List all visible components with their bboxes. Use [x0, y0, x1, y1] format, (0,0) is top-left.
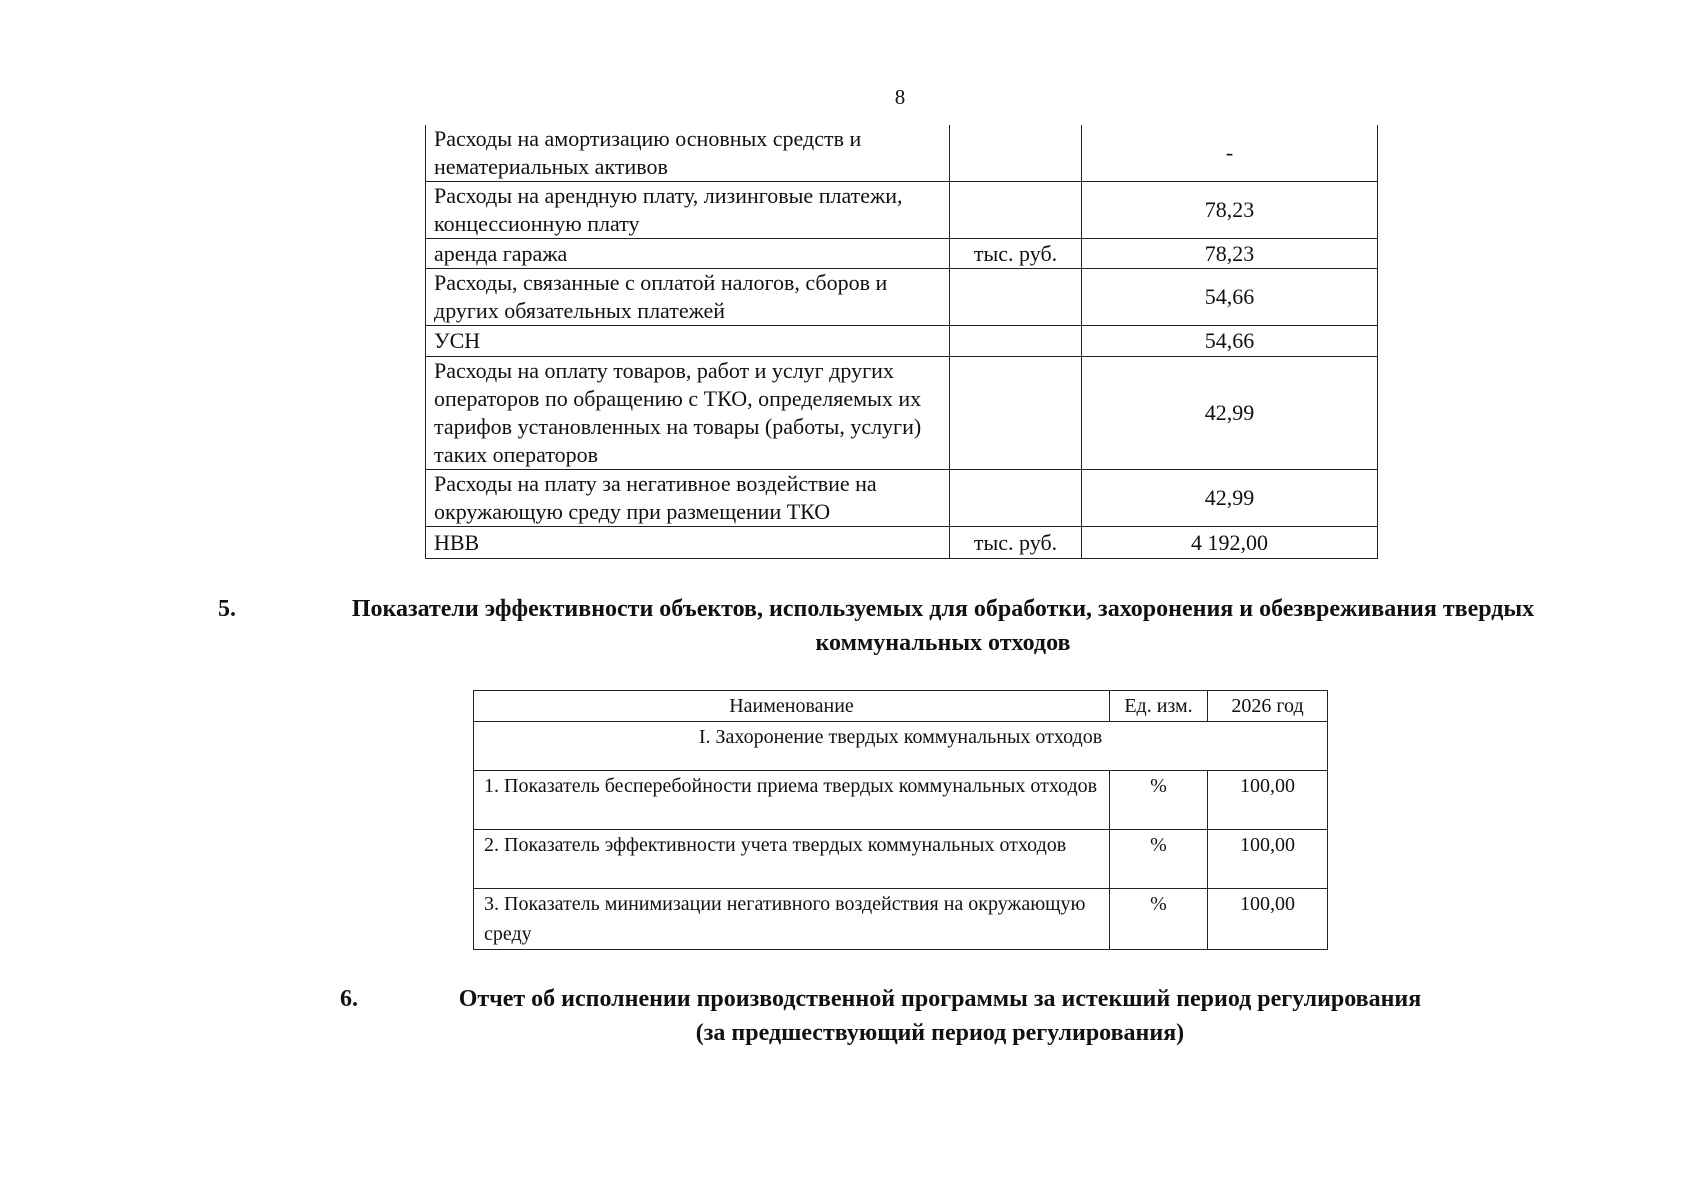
- section-5-heading: [218, 592, 1598, 660]
- indicator-name: 3. Показатель минимизации негативного воздействия на окружающую среду: [474, 889, 1110, 950]
- cost-unit: [950, 269, 1082, 326]
- cost-unit: [950, 326, 1082, 357]
- indicator-unit: %: [1110, 771, 1208, 830]
- section-number: 5.: [218, 596, 236, 622]
- cost-value: 54,66: [1082, 326, 1378, 357]
- section-number: 6.: [340, 986, 358, 1012]
- cost-name: Расходы, связанные с оплатой налогов, сборов и других обязательных платежей: [426, 269, 950, 326]
- cost-unit: тыс. руб.: [950, 527, 1082, 559]
- cost-value: 42,99: [1082, 357, 1378, 470]
- column-header-unit: Ед. изм.: [1110, 691, 1208, 722]
- indicator-value: 100,00: [1208, 830, 1328, 889]
- table-row: [426, 182, 1378, 239]
- column-header-year: 2026 год: [1208, 691, 1328, 722]
- section-6-heading: [340, 982, 1470, 1050]
- table-row: [426, 470, 1378, 527]
- table-row: [426, 239, 1378, 269]
- table-row: [426, 326, 1378, 357]
- table-row: [426, 357, 1378, 470]
- indicator-name: 1. Показатель бесперебойности приема твердых коммунальных отходов: [474, 771, 1110, 830]
- page-number: 8: [894, 85, 906, 109]
- group-title: I. Захоронение твердых коммунальных отходов: [474, 722, 1328, 771]
- cost-value: 78,23: [1082, 239, 1378, 269]
- section-title-line-2: (за предшествующий период регулирования): [695, 1020, 1185, 1046]
- indicator-table: [473, 690, 1328, 950]
- column-header-name: Наименование: [474, 691, 1110, 722]
- cost-unit: [950, 125, 1082, 182]
- cost-value: 78,23: [1082, 182, 1378, 239]
- indicator-unit: %: [1110, 830, 1208, 889]
- cost-name: УСН: [426, 326, 950, 357]
- section-title: Показатели эффективности объектов, используемых для обработки, захоронения и обезвреживания твердых коммунальных отходов: [351, 596, 1535, 656]
- cost-unit: [950, 182, 1082, 239]
- table-row: [474, 830, 1328, 889]
- cost-table: [425, 125, 1378, 559]
- cost-name: Расходы на оплату товаров, работ и услуг других операторов по обращению с ТКО, определяемых их тарифов установленных на товары (работы, услуги) таких операторов: [426, 357, 950, 470]
- table-row: [426, 125, 1378, 182]
- cost-unit: [950, 470, 1082, 527]
- table-group-row: [474, 722, 1328, 771]
- indicator-value: 100,00: [1208, 889, 1328, 950]
- cost-name: Расходы на плату за негативное воздействие на окружающую среду при размещении ТКО: [426, 470, 950, 527]
- section-title-line-1: Отчет об исполнении производственной программы за истекший период регулирования: [458, 986, 1422, 1012]
- table-row: [426, 269, 1378, 326]
- cost-name: Расходы на амортизацию основных средств и нематериальных активов: [426, 125, 950, 182]
- cost-name: аренда гаража: [426, 239, 950, 269]
- indicator-name: 2. Показатель эффективности учета твердых коммунальных отходов: [474, 830, 1110, 889]
- cost-value: 54,66: [1082, 269, 1378, 326]
- table-row: [474, 889, 1328, 950]
- indicator-value: 100,00: [1208, 771, 1328, 830]
- cost-value: 42,99: [1082, 470, 1378, 527]
- cost-name: Расходы на арендную плату, лизинговые платежи, концессионную плату: [426, 182, 950, 239]
- cost-unit: [950, 357, 1082, 470]
- cost-value: -: [1082, 125, 1378, 182]
- indicator-unit: %: [1110, 889, 1208, 950]
- table-row: [474, 771, 1328, 830]
- cost-value: 4 192,00: [1082, 527, 1378, 559]
- cost-unit: тыс. руб.: [950, 239, 1082, 269]
- cost-name: НВВ: [426, 527, 950, 559]
- table-row: [426, 527, 1378, 559]
- table-header-row: [474, 691, 1328, 722]
